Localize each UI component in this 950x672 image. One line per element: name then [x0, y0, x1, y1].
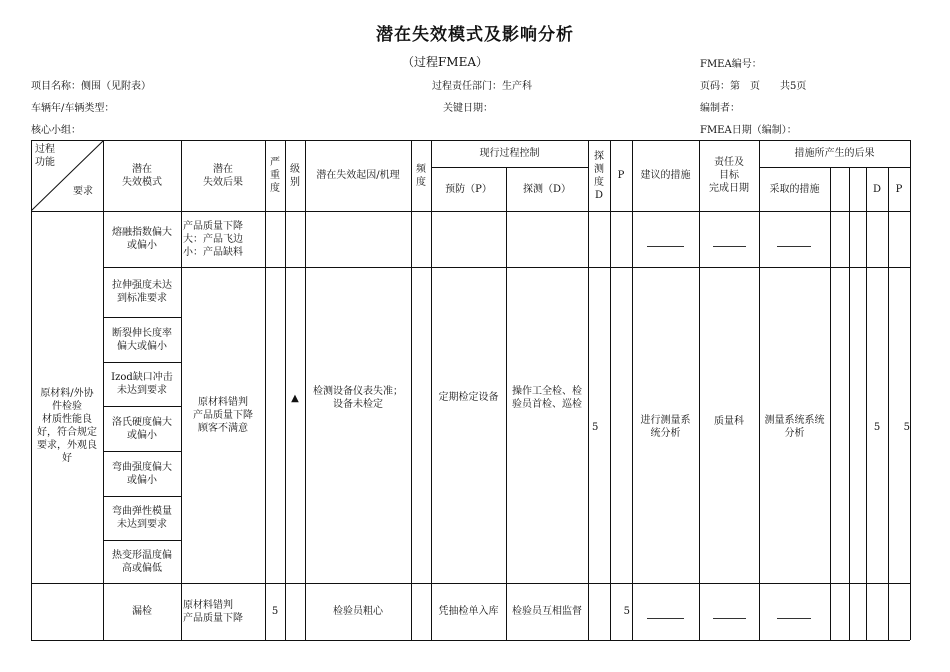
col-responsibility: 责任及 目标 完成日期 [709, 157, 749, 194]
group-actions-taken: 测量系统系统 分析 [764, 415, 825, 439]
failure-mode-cell: 断裂伸长度率 偏大或偏小 [112, 327, 172, 352]
group-detection-control: 操作工全检、检 验员首检、巡检 [512, 386, 582, 410]
empty-dash [647, 618, 684, 619]
col-current-controls: 现行过程控制 [479, 148, 540, 159]
group-cause: 检测设备仪表失准； 设备未检定 [313, 386, 403, 410]
failure-mode-cell: 漏检 [132, 606, 152, 617]
empty-dash [713, 246, 746, 247]
col-result-d: D [872, 183, 882, 195]
empty-dash [777, 618, 811, 619]
vehicle-type: 车辆年/车辆类型： [31, 103, 115, 114]
preparer: 编制者： [700, 103, 740, 114]
document-title: 潜在失效模式及影响分析 [376, 25, 574, 45]
detection-control-cell: 检验员互相监督 [512, 606, 582, 617]
group-detection-rating: 5 [592, 421, 599, 433]
col-requirement: 要求 [73, 185, 93, 197]
failure-mode-cell: Izod缺口冲击 未达到要求 [111, 372, 173, 396]
col-action-results: 措施所产生的后果 [794, 148, 875, 159]
empty-dash [777, 246, 811, 247]
failure-effect-cell: 产品质量下降 大：产品飞边 小：产品缺料 [183, 220, 243, 258]
failure-effect-cell: 原材料错判 产品质量下降 [183, 599, 243, 624]
failure-mode-cell: 弯曲强度偏大 或偏小 [112, 461, 172, 486]
col-p: P [617, 170, 625, 181]
col-failure-mode: 潜在 失效模式 [122, 163, 162, 188]
empty-dash [713, 618, 746, 619]
responsible-department: 过程责任部门：生产科 [432, 81, 532, 92]
col-detection: 探 测 度 D [594, 150, 604, 201]
failure-mode-cell: 弯曲弹性模量 未达到要求 [112, 506, 172, 530]
cause-cell: 检验员粗心 [333, 606, 383, 617]
group-responsibility: 质量科 [714, 415, 744, 427]
fmea-number-label: FMEA编号： [700, 59, 762, 70]
group-failure-effect: 原材料错判 产品质量下降 顾客不满意 [193, 396, 253, 434]
col-detection-control: 探测（D） [522, 183, 572, 195]
col-process-function: 过程 功能 [35, 144, 55, 168]
severity-rating: 5 [271, 606, 279, 617]
col-occurrence: 频 度 [416, 163, 426, 188]
col-actions-taken: 采取的措施 [769, 183, 820, 195]
key-date: 关键日期： [443, 103, 493, 114]
p-rating: 5 [623, 606, 630, 617]
process-function-cell: 原材料/外协 件检验 材质性能良 好，符合规定 要求，外观良 好 [37, 387, 97, 464]
col-result-p: P [895, 183, 903, 195]
empty-dash [647, 246, 684, 247]
failure-mode-cell: 热变形温度偏 高或偏低 [112, 549, 172, 574]
col-prevention: 预防（P） [445, 183, 492, 195]
group-prevention: 定期检定设备 [438, 391, 499, 403]
group-result-p: 5 [903, 421, 910, 433]
col-recommended-actions: 建议的措施 [640, 170, 691, 181]
core-team: 核心小组： [31, 125, 81, 136]
project-name: 项目名称：侧围（见附表） [31, 81, 151, 92]
failure-mode-cell: 洛氏硬度偏大 或偏小 [112, 416, 172, 441]
col-cause: 潜在失效起因/机理 [316, 170, 400, 181]
col-class: 级 别 [290, 163, 300, 188]
group-recommended-action: 进行测量系 统分析 [640, 415, 691, 439]
col-failure-effect: 潜在 失效后果 [203, 163, 243, 188]
document-subtitle: （过程FMEA） [401, 55, 489, 69]
page-number: 页码：第 页 共5页 [700, 81, 807, 92]
failure-mode-cell: 熔融指数偏大 或偏小 [112, 227, 172, 251]
failure-mode-cell: 拉伸强度未达 到标准要求 [112, 280, 172, 304]
special-class-mark: ▲ [291, 392, 299, 404]
col-severity: 严 重 度 [270, 157, 280, 194]
prevention-cell: 凭抽检单入库 [438, 606, 499, 617]
fmea-date: FMEA日期（编制）： [700, 125, 797, 136]
group-result-d: 5 [873, 421, 881, 433]
